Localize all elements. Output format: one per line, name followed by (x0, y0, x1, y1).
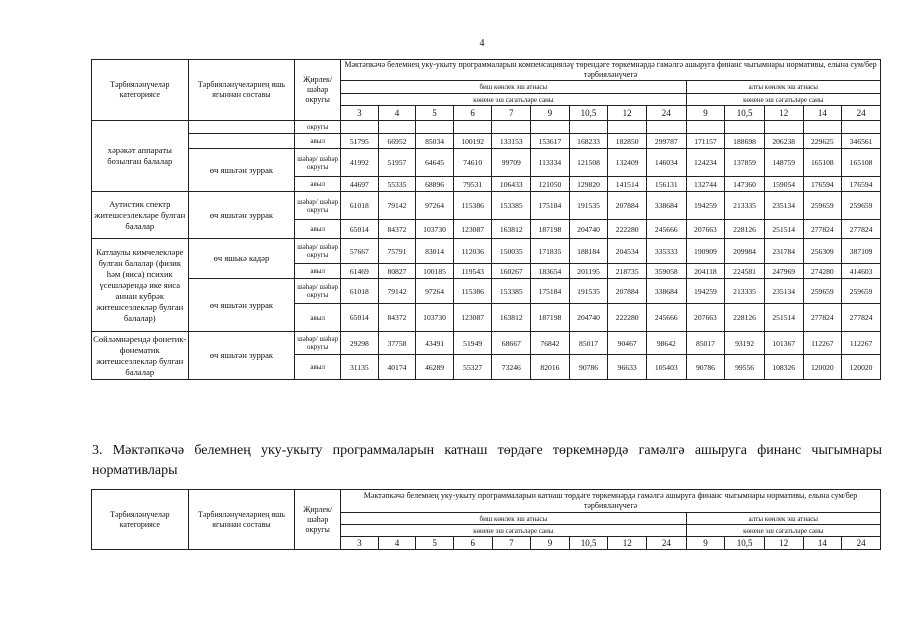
value-cell: 359058 (646, 264, 686, 279)
value-cell: 108326 (764, 355, 803, 380)
age-cell: өч яшьтән зуррак (188, 192, 295, 239)
value-cell: 55327 (453, 355, 492, 380)
value-cell: 84372 (378, 220, 416, 239)
value-cell: 101367 (764, 332, 803, 355)
value-cell: 103730 (416, 220, 454, 239)
value-cell: 106433 (492, 177, 531, 192)
value-cell: 105403 (646, 355, 686, 380)
value-cell: 121508 (569, 149, 608, 177)
header-hours-col: 10,5 (725, 106, 765, 121)
value-cell: 90786 (569, 355, 608, 380)
header-location: Җирлек/ шәһәр округы (295, 60, 341, 121)
value-cell: 43491 (416, 332, 454, 355)
age-cell (188, 121, 295, 134)
value-cell: 61018 (341, 279, 379, 304)
value-cell: 64645 (416, 149, 454, 177)
header-hours-col: 3 (341, 106, 379, 121)
value-cell: 132744 (686, 177, 725, 192)
value-cell: 277824 (803, 304, 842, 332)
header-hours-col: 12 (608, 106, 647, 121)
value-cell: 51957 (378, 149, 416, 177)
value-cell: 204740 (569, 304, 608, 332)
table-row (92, 192, 881, 220)
compensation-norms-table (91, 59, 881, 380)
header-hours-col: 6 (453, 537, 492, 550)
page-number: 4 (479, 38, 485, 49)
section-3-heading: 3. Мәктәпкәчә белемнең уку-укыту программаларын катнаш төрдәге төркемнәрдә гамәлгә ашыруга финанс чыгымнары нормативлары (92, 443, 882, 478)
value-cell: 204534 (608, 239, 647, 264)
header-work-hours: көнене эш сәгатьләре саны (686, 525, 880, 537)
value-cell: 51949 (453, 332, 492, 355)
value-cell: 44697 (341, 177, 379, 192)
value-cell: 277824 (803, 220, 842, 239)
value-cell (453, 121, 492, 134)
value-cell (764, 121, 803, 134)
location-cell: округы (295, 121, 341, 134)
value-cell: 190909 (686, 239, 725, 264)
location-cell: авыл (295, 264, 341, 279)
value-cell: 61469 (341, 264, 379, 279)
value-cell (803, 121, 842, 134)
location-cell: шәһәр/ шәһәр округы (295, 332, 341, 355)
value-cell (725, 121, 765, 134)
header-work-hours: көнене эш сәгатьләре саны (341, 94, 687, 106)
location-cell: авыл (295, 177, 341, 192)
value-cell (378, 121, 416, 134)
value-cell: 163812 (492, 220, 531, 239)
value-cell: 97264 (416, 192, 454, 220)
header-hours-col: 5 (416, 106, 454, 121)
value-cell: 153385 (492, 279, 531, 304)
value-cell: 228126 (725, 220, 765, 239)
value-cell: 129820 (569, 177, 608, 192)
value-cell: 121050 (531, 177, 570, 192)
category-cell: хәрәкәт аппараты бозылган балалар (92, 121, 189, 192)
value-cell: 218735 (608, 264, 647, 279)
header-hours-col: 9 (686, 537, 725, 550)
value-cell: 96633 (608, 355, 647, 380)
value-cell: 338684 (646, 192, 686, 220)
value-cell: 123087 (453, 220, 492, 239)
value-cell: 153385 (492, 192, 531, 220)
value-cell: 150035 (492, 239, 531, 264)
age-cell (188, 134, 295, 149)
header-hours-col: 10,5 (569, 106, 608, 121)
value-cell: 148759 (764, 149, 803, 177)
location-cell: шәһәр/ шәһәр округы (295, 192, 341, 220)
value-cell: 191535 (569, 192, 608, 220)
value-cell: 277824 (842, 220, 881, 239)
value-cell: 79142 (378, 192, 416, 220)
value-cell: 93192 (725, 332, 765, 355)
value-cell: 85017 (686, 332, 725, 355)
value-cell: 41992 (341, 149, 379, 177)
value-cell: 194259 (686, 279, 725, 304)
value-cell: 68667 (492, 332, 531, 355)
header-hours-col: 14 (803, 537, 842, 550)
value-cell: 183654 (531, 264, 570, 279)
table-row (92, 239, 881, 264)
value-cell: 123087 (453, 304, 492, 332)
header-row (92, 60, 881, 81)
value-cell: 206238 (764, 134, 803, 149)
mixed-groups-norms-table (91, 489, 881, 550)
table-row (92, 332, 881, 355)
value-cell: 120020 (842, 355, 881, 380)
location-cell: авыл (295, 134, 341, 149)
value-cell: 29298 (341, 332, 379, 355)
value-cell: 82016 (531, 355, 570, 380)
header-hours-col: 10,5 (725, 537, 765, 550)
value-cell: 55335 (378, 177, 416, 192)
value-cell: 73246 (492, 355, 531, 380)
value-cell: 163812 (492, 304, 531, 332)
value-cell: 153617 (531, 134, 570, 149)
value-cell: 132409 (608, 149, 647, 177)
value-cell: 274280 (803, 264, 842, 279)
header-work-hours: көнене эш сәгатьләре саны (686, 94, 880, 106)
value-cell: 85017 (569, 332, 608, 355)
value-cell: 247969 (764, 264, 803, 279)
header-hours-col: 6 (453, 106, 492, 121)
value-cell: 207884 (608, 279, 647, 304)
value-cell: 207884 (608, 192, 647, 220)
age-cell: өч яшьтән зуррак (188, 332, 295, 380)
value-cell: 115386 (453, 279, 492, 304)
value-cell (646, 121, 686, 134)
value-cell: 124234 (686, 149, 725, 177)
value-cell: 188698 (725, 134, 765, 149)
value-cell: 112267 (842, 332, 881, 355)
value-cell: 51795 (341, 134, 379, 149)
value-cell: 187198 (531, 304, 570, 332)
value-cell: 235134 (764, 192, 803, 220)
value-cell: 66952 (378, 134, 416, 149)
value-cell: 338684 (646, 279, 686, 304)
value-cell: 90786 (686, 355, 725, 380)
value-cell: 222280 (608, 220, 647, 239)
value-cell: 98642 (646, 332, 686, 355)
value-cell: 133153 (492, 134, 531, 149)
value-cell: 204118 (686, 264, 725, 279)
value-cell (569, 121, 608, 134)
header-hours-col: 12 (608, 537, 647, 550)
header-hours-col: 10,5 (569, 537, 608, 550)
value-cell: 213335 (725, 279, 765, 304)
category-cell: Катлаулы кимчелекләре булган балалар (физик һәм (яиса) психик үсешләрендә ике яиса аннан кубрәк житешсезлекләр булган балалар) (92, 239, 189, 332)
value-cell: 165108 (842, 149, 881, 177)
value-cell: 259659 (803, 192, 842, 220)
value-cell: 387109 (842, 239, 881, 264)
value-cell: 171157 (686, 134, 725, 149)
value-cell: 84372 (378, 304, 416, 332)
value-cell: 346561 (842, 134, 881, 149)
age-cell: өч яшьтән зуррак (188, 149, 295, 192)
value-cell: 229625 (803, 134, 842, 149)
value-cell: 201195 (569, 264, 608, 279)
location-cell: авыл (295, 220, 341, 239)
header-hours-col: 9 (531, 106, 570, 121)
value-cell: 207663 (686, 304, 725, 332)
header-hours-col: 7 (492, 537, 531, 550)
value-cell: 40174 (378, 355, 416, 380)
value-cell: 259659 (842, 192, 881, 220)
header-five-day-week: биш көнлек эш атнасы (341, 81, 687, 94)
header-six-day-week: алты көнлек эш атнасы (686, 81, 880, 94)
value-cell: 46289 (416, 355, 454, 380)
value-cell: 146034 (646, 149, 686, 177)
value-cell: 224581 (725, 264, 765, 279)
header-hours-col: 24 (842, 537, 881, 550)
category-cell: Аутистик спектр житешсезлекләре булган балалар (92, 192, 189, 239)
header-hours-col: 24 (646, 106, 686, 121)
value-cell: 83014 (416, 239, 454, 264)
header-norms-title: Мәктәпкәчә белемнең уку-укыту программаларын катнаш төрдәге төркемнәрдә гамәлгә ашыруга финанс чыгымнары нормативы, елына сум/бер тәрбияләнүчегә (341, 490, 881, 513)
header-hours-col: 24 (647, 537, 687, 550)
value-cell: 31135 (341, 355, 379, 380)
value-cell: 176594 (842, 177, 881, 192)
value-cell: 222280 (608, 304, 647, 332)
header-six-day-week: алты көнлек эш атнасы (686, 513, 880, 525)
header-category: Тәрбияләнүчеләр категориясе (92, 490, 189, 550)
value-cell: 37758 (378, 332, 416, 355)
header-norms-title: Мәктәпкәчә белемнең уку-укыту программаларын компенсацияләү төрендәге төркемнәрдә гамәлгә ашыруга финанс чыгымнары нормативы, елына сум/бер тәрбияләнүчегә (341, 60, 881, 81)
value-cell: 147360 (725, 177, 765, 192)
value-cell: 176594 (803, 177, 842, 192)
value-cell: 165108 (803, 149, 842, 177)
value-cell: 204740 (569, 220, 608, 239)
value-cell: 277824 (842, 304, 881, 332)
value-cell: 99709 (492, 149, 531, 177)
value-cell: 207663 (686, 220, 725, 239)
value-cell: 235134 (764, 279, 803, 304)
value-cell (842, 121, 881, 134)
location-cell: авыл (295, 304, 341, 332)
header-category: Тәрбияләнүчеләр категориясе (92, 60, 189, 121)
category-cell: Сөйләмнәрендә фонетик-фонематик житешсезлекләр булган балалар (92, 332, 189, 380)
value-cell: 65014 (341, 220, 379, 239)
header-hours-col: 5 (416, 537, 454, 550)
header-hours-col: 3 (341, 537, 379, 550)
value-cell: 79142 (378, 279, 416, 304)
value-cell: 137859 (725, 149, 765, 177)
value-cell: 100192 (453, 134, 492, 149)
table-row (92, 134, 881, 149)
header-row (92, 490, 881, 513)
value-cell: 256309 (803, 239, 842, 264)
value-cell: 112267 (803, 332, 842, 355)
value-cell (608, 121, 647, 134)
value-cell: 213335 (725, 192, 765, 220)
value-cell: 228126 (725, 304, 765, 332)
value-cell: 57667 (341, 239, 379, 264)
value-cell (686, 121, 725, 134)
value-cell: 168233 (569, 134, 608, 149)
value-cell: 171835 (531, 239, 570, 264)
header-hours-col: 9 (686, 106, 725, 121)
value-cell: 245666 (646, 304, 686, 332)
value-cell: 141514 (608, 177, 647, 192)
value-cell: 76842 (531, 332, 570, 355)
value-cell: 80827 (378, 264, 416, 279)
value-cell: 112036 (453, 239, 492, 264)
age-cell: өч яшьтән зуррак (188, 279, 295, 332)
value-cell: 209984 (725, 239, 765, 264)
value-cell: 187198 (531, 220, 570, 239)
location-cell: шәһәр/ шәһәр округы (295, 279, 341, 304)
value-cell (416, 121, 454, 134)
value-cell: 75791 (378, 239, 416, 264)
value-cell: 85034 (416, 134, 454, 149)
value-cell: 119543 (453, 264, 492, 279)
value-cell (341, 121, 379, 134)
value-cell: 61018 (341, 192, 379, 220)
header-hours-col: 12 (764, 106, 803, 121)
value-cell: 251514 (764, 304, 803, 332)
header-hours-col: 9 (531, 537, 570, 550)
value-cell: 74610 (453, 149, 492, 177)
header-hours-col: 4 (378, 106, 416, 121)
location-cell: шәһәр/ шәһәр округы (295, 149, 341, 177)
header-hours-col: 12 (764, 537, 803, 550)
value-cell: 68896 (416, 177, 454, 192)
value-cell: 194259 (686, 192, 725, 220)
value-cell: 175184 (531, 192, 570, 220)
value-cell: 79531 (453, 177, 492, 192)
value-cell: 188184 (569, 239, 608, 264)
value-cell: 103730 (416, 304, 454, 332)
header-location: Җирлек/ шәһәр округы (295, 490, 341, 550)
value-cell: 245666 (646, 220, 686, 239)
value-cell: 160267 (492, 264, 531, 279)
value-cell: 175184 (531, 279, 570, 304)
header-hours-col: 24 (842, 106, 881, 121)
header-hours-col: 14 (803, 106, 842, 121)
value-cell: 65014 (341, 304, 379, 332)
value-cell: 191535 (569, 279, 608, 304)
value-cell (492, 121, 531, 134)
value-cell: 259659 (803, 279, 842, 304)
value-cell: 99556 (725, 355, 765, 380)
value-cell: 90467 (608, 332, 647, 355)
table-row (92, 279, 881, 304)
value-cell: 97264 (416, 279, 454, 304)
header-hours-col: 7 (492, 106, 531, 121)
age-cell: өч яшькә кадәр (188, 239, 295, 279)
table-row (92, 121, 881, 134)
header-five-day-week: биш көнлек эш атнасы (341, 513, 687, 525)
value-cell: 231784 (764, 239, 803, 264)
value-cell: 113334 (531, 149, 570, 177)
value-cell: 159054 (764, 177, 803, 192)
value-cell: 251514 (764, 220, 803, 239)
value-cell: 156131 (646, 177, 686, 192)
value-cell: 259659 (842, 279, 881, 304)
value-cell: 115386 (453, 192, 492, 220)
header-age-composition: Тәрбияләнүчеләрнең яшь ягыннан составы (188, 60, 295, 121)
value-cell: 120020 (803, 355, 842, 380)
header-work-hours: көнене эш сәгатьләре саны (341, 525, 687, 537)
header-hours-col: 4 (378, 537, 416, 550)
value-cell: 299787 (646, 134, 686, 149)
value-cell: 182850 (608, 134, 647, 149)
header-age-composition: Тәрбияләнүчеләрнең яшь ягыннан составы (188, 490, 295, 550)
table-row (92, 149, 881, 177)
location-cell: авыл (295, 355, 341, 380)
value-cell: 100185 (416, 264, 454, 279)
location-cell: шәһәр/ шәһәр округы (295, 239, 341, 264)
value-cell (531, 121, 570, 134)
value-cell: 335333 (646, 239, 686, 264)
value-cell: 414603 (842, 264, 881, 279)
